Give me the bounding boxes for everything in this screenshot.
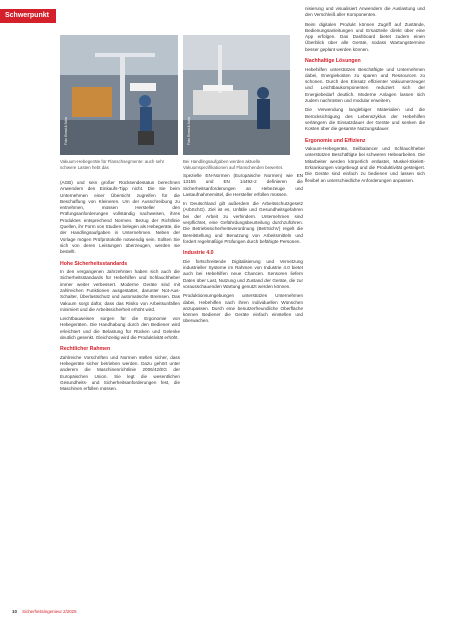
paragraph: Spezielle EN-Normen (Europäische Normen) wie EN 13155 und EN 14492-2 definieren die Sicherheitsanforderungen an Hebezeuge und Lastaufnahmemittel, die Hersteller erfüllen müssen. <box>183 173 303 197</box>
photo-handling <box>183 35 290 155</box>
paragraph: In Deutschland gilt außerdem die Arbeitsschutzgesetz (ArbSchG). Ziel ist es, Unfälle und Gesundheitsgefahren bei der Arbeit zu verhindern. Unternehmen sind verpflichtet, eine Gefährdungsbeurteilung durchzuführen. Die Betriebssicherheitsverordnung (BetrSichV) regelt die Bereitstellung und Benutzung von Arbeitsmitteln und fordert regelmäßige Prüfungen durch befähigte Personen. <box>183 201 303 244</box>
subheading: Hohe Sicherheitsstandards <box>60 260 128 267</box>
paragraph: Zahlreiche Vorschriften und Normen stellen sicher, dass Hebegeräte sicher betrieben werden. Dazu gehört unter anderem die Maschinenrichtlinie 2006/42/EG der Europäischen Union. Sie legt die wesentlichen Gesundheits- und Sicherheitsanforderungen fest, die Maschinen erfüllen müssen. <box>60 354 180 392</box>
paragraph: Vakuum-Hebegeräte, Seilbalancer und Schlauchheber unterstützen Beschäftigte bei schweren Hebearbeiten. Die Mitarbeiter werden körperlich entlastet, Muskel-Skelett-Erkrankungen vorgebeugt und die Produktivität gesteigert. Die Geräte sind einfach zu bedienen und lassen sich flexibel an unterschiedliche Anforderungen anpassen. <box>305 146 425 183</box>
subheading: Nachhaltige Lösungen <box>305 58 361 65</box>
paragraph: Hebehilfen unterstützen Beschäftigte und Unternehmen dabei, Energiekosten zu sparen und Ressourcen zu schonen. Durch den Einsatz effizienter Vakuumerzeuger und Leichtbaukomponenten reduziert sich der Energiebedarf deutlich. Moderne Anlagen lassen sich zudem nachrüsten und modular erweitern. <box>305 66 425 104</box>
paragraph: Die fortschreitende Digitalisierung und Vernetzung industrieller Systeme im Rahmen von Industrie 4.0 bietet auch bei Hebehilfen neue Chancen. Sensoren liefern Daten über Last, Nutzung und Zustand der Geräte, die zur vorausschauenden Wartung genutzt werden können. <box>183 258 303 289</box>
section-rubric: Schwerpunkt <box>0 9 56 23</box>
paragraph: (AGB) und sein großer Rücksendestatus berechnen Anwendern den Einkaufs-Tipp nicht. Die Sie beim Unternehmen einer Übersicht zugreifen für die Beschaffung von Kleineren. Um der Ausschreibung zu entnehmen, müssen Hersteller den Prüfungsanforderungen vollständig nachweisen, ihres Produktes entsprechend Normen. Bezug der Richtlinie Quellen, ihr Form von Studien belegen als Hebegeräte, die der Handlingsaufgaben in Unternehmen. Neben der Vorlage mögen Prüfprotokolle notwendig sein. Sollten Sie sich von deren Leistungen überzeugen, werden sie bestellt. <box>60 180 180 255</box>
subheading: Industrie 4.0 <box>183 250 214 257</box>
photo-credit: Foto: Ermat & Sohn <box>64 117 68 145</box>
paragraph: nisierung und visualisiert Anwendern die Auslastung und den Verschleiß aller Komponenten. <box>305 6 425 18</box>
subheading: Ergonomie und Effizienz <box>305 137 366 144</box>
photo-caption: Vakuum-Hebegeräte für Flanschsegmente: auch sehr schwere Lasten hebt das <box>60 159 165 170</box>
magazine-name: Sicherheitsingenieur 2/2025 <box>22 609 77 614</box>
paragraph: In den vergangenen Jahrzehnten haben sich auch die Sicherheitsstandards für Hebehilfen und Schlauchheber immer weiter verbessert. Moderne Geräte sind mit zahlreichen Funktionen ausgestattet, darunter Not-Aus-Schalter, Überlastschutz und automatische Bremsen. Das Vakuum sorgt dafür, dass das Risiko von Arbeitsunfällen minimiert und die Arbeitssicherheit erhöht wird. <box>60 269 180 312</box>
photo-credit: Foto: Ermat & Sohn <box>187 117 191 145</box>
subheading: Rechtlicher Rahmen <box>60 346 111 353</box>
page-footer <box>12 609 77 614</box>
paragraph: Die Verwendung langlebiger Materialien und die Berücksichtigung des Lebenszyklus der Hebehilfen verlängern die Einsatzdauer der Geräte und senken die Kosten über die gesamte Nutzungsdauer. <box>305 107 425 132</box>
photo-caption: Bei Handlingsaufgaben werden aktuelle Vakuumspezifikationen auf Flanschenden bewertet. <box>183 159 284 170</box>
production-photo <box>183 35 290 155</box>
warehouse-photo <box>60 35 178 155</box>
text-column-2 <box>183 173 303 328</box>
photo-vacuum-lifter <box>60 35 178 155</box>
text-column-3 <box>305 6 425 187</box>
paragraph: Produktionsumgebungen unterstützen Unternehmen dabei, Hebehilfen nach ihren individuellen Wünschen anzupassen. Durch eine benutzerfreundliche Oberfläche können Bediener die Geräte einfach einstellen und überwachen. <box>183 293 303 324</box>
text-column-1 <box>60 180 180 396</box>
page-number: 10 <box>12 609 17 614</box>
paragraph: Leichtbauweisen sorgen für die Ergonomie von Hebegeräten. Die Handhabung durch den Bediener wird erleichtert und die Belastung für Rücken und Gelenke deutlich gesenkt. Gleichzeitig wird die Produktivität erhöht. <box>60 316 180 341</box>
paragraph: Beim digitalen Produkt können Zugriff auf Zustände, Bedienungsanleitungen und Ersatzteile direkt über eine App erfolgen. Das Dashboard bietet zudem einen Überblick über alle Geräte, sodass Wartungstermine besser geplant werden können. <box>305 21 425 52</box>
